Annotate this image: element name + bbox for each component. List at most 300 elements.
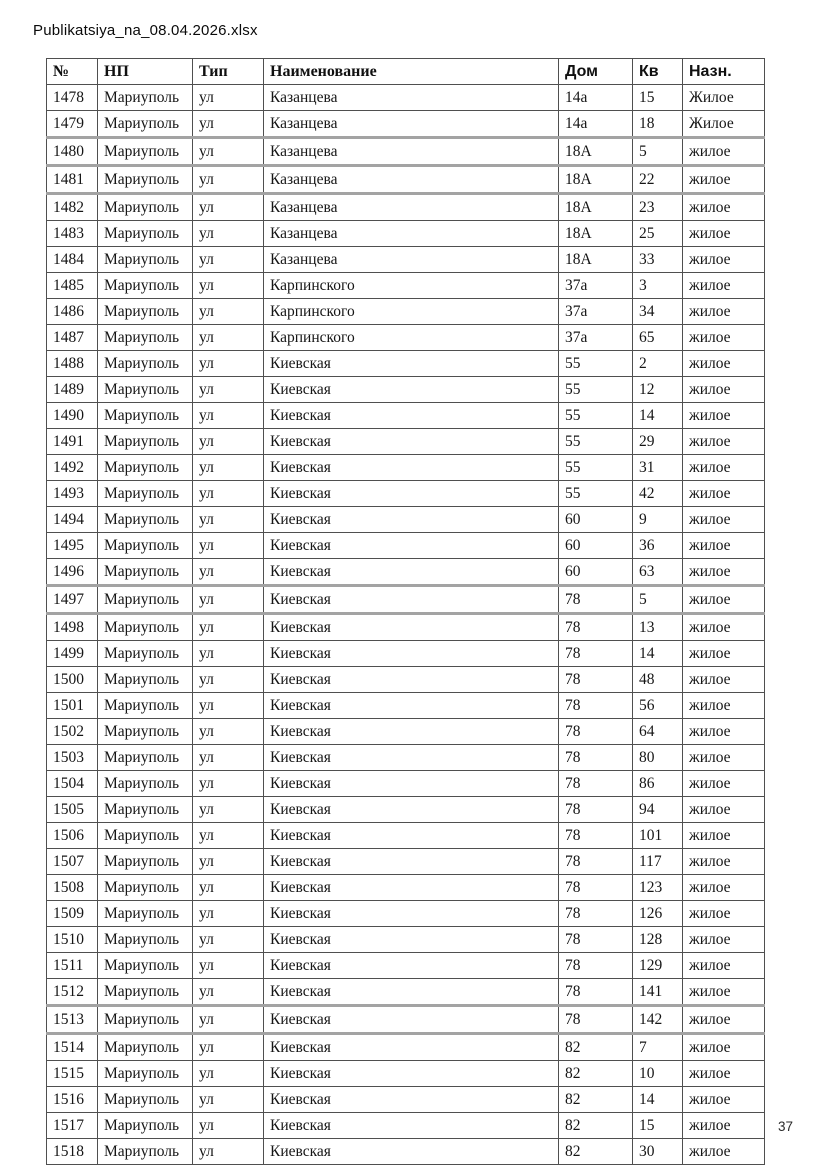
cell-number: 1480 xyxy=(47,138,98,166)
cell-house: 78 xyxy=(559,745,633,771)
cell-street-name: Киевская xyxy=(264,1087,559,1113)
cell-designation: жилое xyxy=(683,138,765,166)
cell-settlement: Мариуполь xyxy=(98,797,193,823)
cell-designation: Жилое xyxy=(683,85,765,111)
cell-number: 1485 xyxy=(47,273,98,299)
cell-house: 18А xyxy=(559,221,633,247)
cell-street-type: ул xyxy=(193,979,264,1006)
cell-number: 1488 xyxy=(47,351,98,377)
cell-number: 1487 xyxy=(47,325,98,351)
cell-number: 1491 xyxy=(47,429,98,455)
cell-number: 1482 xyxy=(47,194,98,221)
table-row xyxy=(47,111,765,138)
cell-designation: жилое xyxy=(683,221,765,247)
cell-apartment: 31 xyxy=(633,455,683,481)
cell-designation: жилое xyxy=(683,797,765,823)
cell-number: 1514 xyxy=(47,1034,98,1061)
cell-house: 78 xyxy=(559,1006,633,1034)
cell-settlement: Мариуполь xyxy=(98,403,193,429)
cell-street-type: ул xyxy=(193,166,264,194)
cell-apartment: 29 xyxy=(633,429,683,455)
header-designation: Назн. xyxy=(683,59,765,85)
table-row xyxy=(47,614,765,641)
table-row xyxy=(47,221,765,247)
cell-number: 1496 xyxy=(47,559,98,586)
cell-street-name: Карпинского xyxy=(264,325,559,351)
cell-number: 1484 xyxy=(47,247,98,273)
cell-apartment: 12 xyxy=(633,377,683,403)
cell-street-type: ул xyxy=(193,1034,264,1061)
table-row xyxy=(47,377,765,403)
cell-settlement: Мариуполь xyxy=(98,194,193,221)
cell-street-name: Киевская xyxy=(264,1034,559,1061)
cell-designation: жилое xyxy=(683,641,765,667)
cell-number: 1505 xyxy=(47,797,98,823)
cell-settlement: Мариуполь xyxy=(98,166,193,194)
cell-street-type: ул xyxy=(193,1061,264,1087)
table-row xyxy=(47,1006,765,1034)
cell-designation: жилое xyxy=(683,1087,765,1113)
cell-street-name: Казанцева xyxy=(264,111,559,138)
cell-house: 82 xyxy=(559,1113,633,1139)
cell-number: 1486 xyxy=(47,299,98,325)
cell-street-type: ул xyxy=(193,533,264,559)
cell-number: 1478 xyxy=(47,85,98,111)
cell-house: 14а xyxy=(559,111,633,138)
table-row xyxy=(47,85,765,111)
cell-designation: жилое xyxy=(683,1006,765,1034)
cell-settlement: Мариуполь xyxy=(98,111,193,138)
cell-designation: жилое xyxy=(683,901,765,927)
cell-number: 1499 xyxy=(47,641,98,667)
cell-street-name: Карпинского xyxy=(264,299,559,325)
table-row xyxy=(47,351,765,377)
cell-street-name: Казанцева xyxy=(264,85,559,111)
table-row xyxy=(47,901,765,927)
cell-street-type: ул xyxy=(193,745,264,771)
cell-street-name: Киевская xyxy=(264,507,559,533)
table-row xyxy=(47,586,765,614)
cell-house: 37а xyxy=(559,273,633,299)
cell-designation: жилое xyxy=(683,507,765,533)
cell-street-name: Казанцева xyxy=(264,194,559,221)
cell-house: 55 xyxy=(559,481,633,507)
cell-designation: жилое xyxy=(683,927,765,953)
table-row xyxy=(47,507,765,533)
cell-apartment: 3 xyxy=(633,273,683,299)
cell-street-name: Казанцева xyxy=(264,138,559,166)
cell-designation: жилое xyxy=(683,455,765,481)
cell-street-name: Киевская xyxy=(264,1139,559,1165)
cell-designation: жилое xyxy=(683,875,765,901)
cell-number: 1510 xyxy=(47,927,98,953)
table-row xyxy=(47,533,765,559)
cell-street-type: ул xyxy=(193,194,264,221)
cell-house: 78 xyxy=(559,849,633,875)
cell-apartment: 9 xyxy=(633,507,683,533)
cell-street-type: ул xyxy=(193,481,264,507)
cell-street-name: Киевская xyxy=(264,823,559,849)
cell-street-type: ул xyxy=(193,507,264,533)
cell-designation: Жилое xyxy=(683,111,765,138)
cell-number: 1515 xyxy=(47,1061,98,1087)
cell-designation: жилое xyxy=(683,377,765,403)
cell-settlement: Мариуполь xyxy=(98,693,193,719)
cell-apartment: 142 xyxy=(633,1006,683,1034)
cell-apartment: 64 xyxy=(633,719,683,745)
cell-settlement: Мариуполь xyxy=(98,745,193,771)
cell-apartment: 5 xyxy=(633,586,683,614)
cell-designation: жилое xyxy=(683,823,765,849)
cell-street-name: Киевская xyxy=(264,979,559,1006)
header-row xyxy=(47,59,765,85)
cell-street-type: ул xyxy=(193,901,264,927)
cell-designation: жилое xyxy=(683,166,765,194)
cell-settlement: Мариуполь xyxy=(98,823,193,849)
header-street-name: Наименование xyxy=(264,59,559,85)
cell-street-name: Киевская xyxy=(264,693,559,719)
cell-settlement: Мариуполь xyxy=(98,953,193,979)
cell-number: 1501 xyxy=(47,693,98,719)
cell-street-name: Киевская xyxy=(264,377,559,403)
cell-settlement: Мариуполь xyxy=(98,849,193,875)
cell-street-type: ул xyxy=(193,111,264,138)
cell-settlement: Мариуполь xyxy=(98,299,193,325)
cell-house: 55 xyxy=(559,377,633,403)
table-row xyxy=(47,1113,765,1139)
table-row xyxy=(47,559,765,586)
header-apartment: Кв xyxy=(633,59,683,85)
cell-street-name: Киевская xyxy=(264,586,559,614)
cell-street-name: Казанцева xyxy=(264,247,559,273)
cell-settlement: Мариуполь xyxy=(98,247,193,273)
cell-number: 1513 xyxy=(47,1006,98,1034)
cell-street-type: ул xyxy=(193,953,264,979)
cell-house: 78 xyxy=(559,667,633,693)
cell-apartment: 48 xyxy=(633,667,683,693)
table-row xyxy=(47,797,765,823)
cell-number: 1509 xyxy=(47,901,98,927)
cell-settlement: Мариуполь xyxy=(98,979,193,1006)
cell-house: 18А xyxy=(559,194,633,221)
table-row xyxy=(47,138,765,166)
cell-street-type: ул xyxy=(193,377,264,403)
cell-number: 1489 xyxy=(47,377,98,403)
cell-house: 37а xyxy=(559,299,633,325)
cell-number: 1493 xyxy=(47,481,98,507)
cell-house: 82 xyxy=(559,1139,633,1165)
cell-number: 1507 xyxy=(47,849,98,875)
cell-number: 1500 xyxy=(47,667,98,693)
cell-number: 1506 xyxy=(47,823,98,849)
cell-street-name: Киевская xyxy=(264,745,559,771)
cell-number: 1495 xyxy=(47,533,98,559)
cell-street-type: ул xyxy=(193,247,264,273)
cell-house: 18А xyxy=(559,166,633,194)
cell-settlement: Мариуполь xyxy=(98,719,193,745)
cell-designation: жилое xyxy=(683,849,765,875)
cell-apartment: 15 xyxy=(633,85,683,111)
cell-designation: жилое xyxy=(683,403,765,429)
cell-designation: жилое xyxy=(683,745,765,771)
cell-designation: жилое xyxy=(683,953,765,979)
cell-number: 1479 xyxy=(47,111,98,138)
cell-street-name: Киевская xyxy=(264,901,559,927)
cell-designation: жилое xyxy=(683,1061,765,1087)
cell-settlement: Мариуполь xyxy=(98,507,193,533)
table-header xyxy=(47,59,765,85)
cell-house: 78 xyxy=(559,979,633,1006)
cell-apartment: 2 xyxy=(633,351,683,377)
cell-number: 1481 xyxy=(47,166,98,194)
cell-street-type: ул xyxy=(193,1087,264,1113)
cell-house: 82 xyxy=(559,1034,633,1061)
page-number: 37 xyxy=(777,1119,793,1134)
table-row xyxy=(47,194,765,221)
cell-apartment: 141 xyxy=(633,979,683,1006)
cell-settlement: Мариуполь xyxy=(98,875,193,901)
cell-apartment: 36 xyxy=(633,533,683,559)
cell-settlement: Мариуполь xyxy=(98,429,193,455)
table-row xyxy=(47,927,765,953)
cell-apartment: 63 xyxy=(633,559,683,586)
cell-house: 55 xyxy=(559,429,633,455)
cell-settlement: Мариуполь xyxy=(98,559,193,586)
cell-house: 78 xyxy=(559,823,633,849)
cell-apartment: 126 xyxy=(633,901,683,927)
cell-house: 37а xyxy=(559,325,633,351)
table-row xyxy=(47,247,765,273)
header-house: Дом xyxy=(559,59,633,85)
cell-street-type: ул xyxy=(193,403,264,429)
cell-street-name: Киевская xyxy=(264,403,559,429)
table-row xyxy=(47,429,765,455)
header-street-type: Тип xyxy=(193,59,264,85)
cell-apartment: 30 xyxy=(633,1139,683,1165)
cell-designation: жилое xyxy=(683,429,765,455)
cell-street-type: ул xyxy=(193,138,264,166)
cell-number: 1504 xyxy=(47,771,98,797)
cell-settlement: Мариуполь xyxy=(98,641,193,667)
cell-house: 78 xyxy=(559,614,633,641)
cell-settlement: Мариуполь xyxy=(98,771,193,797)
cell-settlement: Мариуполь xyxy=(98,1087,193,1113)
cell-apartment: 14 xyxy=(633,641,683,667)
table-row xyxy=(47,771,765,797)
cell-apartment: 18 xyxy=(633,111,683,138)
cell-apartment: 117 xyxy=(633,849,683,875)
cell-street-name: Киевская xyxy=(264,771,559,797)
cell-apartment: 33 xyxy=(633,247,683,273)
cell-house: 82 xyxy=(559,1061,633,1087)
table-row xyxy=(47,719,765,745)
cell-house: 78 xyxy=(559,641,633,667)
cell-apartment: 23 xyxy=(633,194,683,221)
cell-street-type: ул xyxy=(193,559,264,586)
cell-street-name: Киевская xyxy=(264,849,559,875)
table-row xyxy=(47,849,765,875)
cell-house: 78 xyxy=(559,719,633,745)
cell-street-name: Киевская xyxy=(264,559,559,586)
cell-settlement: Мариуполь xyxy=(98,1006,193,1034)
cell-number: 1518 xyxy=(47,1139,98,1165)
cell-settlement: Мариуполь xyxy=(98,325,193,351)
cell-street-name: Киевская xyxy=(264,455,559,481)
cell-apartment: 25 xyxy=(633,221,683,247)
cell-number: 1483 xyxy=(47,221,98,247)
cell-street-type: ул xyxy=(193,221,264,247)
cell-apartment: 56 xyxy=(633,693,683,719)
cell-settlement: Мариуполь xyxy=(98,221,193,247)
cell-number: 1516 xyxy=(47,1087,98,1113)
cell-street-name: Киевская xyxy=(264,1061,559,1087)
cell-designation: жилое xyxy=(683,325,765,351)
cell-apartment: 13 xyxy=(633,614,683,641)
cell-house: 60 xyxy=(559,559,633,586)
cell-apartment: 129 xyxy=(633,953,683,979)
cell-number: 1492 xyxy=(47,455,98,481)
table-row xyxy=(47,667,765,693)
cell-settlement: Мариуполь xyxy=(98,1113,193,1139)
cell-apartment: 7 xyxy=(633,1034,683,1061)
cell-number: 1517 xyxy=(47,1113,98,1139)
cell-number: 1511 xyxy=(47,953,98,979)
cell-house: 14а xyxy=(559,85,633,111)
cell-designation: жилое xyxy=(683,481,765,507)
cell-designation: жилое xyxy=(683,771,765,797)
cell-designation: жилое xyxy=(683,533,765,559)
cell-street-name: Киевская xyxy=(264,1006,559,1034)
cell-designation: жилое xyxy=(683,1113,765,1139)
cell-street-type: ул xyxy=(193,849,264,875)
cell-street-type: ул xyxy=(193,797,264,823)
cell-designation: жилое xyxy=(683,247,765,273)
cell-house: 78 xyxy=(559,953,633,979)
cell-designation: жилое xyxy=(683,979,765,1006)
cell-designation: жилое xyxy=(683,586,765,614)
table-row xyxy=(47,953,765,979)
cell-designation: жилое xyxy=(683,693,765,719)
cell-street-type: ул xyxy=(193,85,264,111)
cell-street-name: Казанцева xyxy=(264,221,559,247)
header-number: № xyxy=(47,59,98,85)
cell-street-name: Киевская xyxy=(264,797,559,823)
cell-settlement: Мариуполь xyxy=(98,1139,193,1165)
cell-house: 78 xyxy=(559,797,633,823)
cell-apartment: 34 xyxy=(633,299,683,325)
cell-street-type: ул xyxy=(193,325,264,351)
cell-designation: жилое xyxy=(683,273,765,299)
table-row xyxy=(47,299,765,325)
cell-apartment: 94 xyxy=(633,797,683,823)
cell-house: 82 xyxy=(559,1087,633,1113)
cell-street-type: ул xyxy=(193,771,264,797)
cell-number: 1497 xyxy=(47,586,98,614)
cell-street-type: ул xyxy=(193,823,264,849)
cell-street-name: Киевская xyxy=(264,429,559,455)
cell-house: 78 xyxy=(559,586,633,614)
cell-settlement: Мариуполь xyxy=(98,85,193,111)
table-row xyxy=(47,455,765,481)
cell-settlement: Мариуполь xyxy=(98,351,193,377)
cell-number: 1490 xyxy=(47,403,98,429)
cell-designation: жилое xyxy=(683,194,765,221)
cell-apartment: 14 xyxy=(633,403,683,429)
cell-house: 18А xyxy=(559,138,633,166)
cell-designation: жилое xyxy=(683,667,765,693)
cell-house: 78 xyxy=(559,927,633,953)
cell-street-type: ул xyxy=(193,455,264,481)
cell-settlement: Мариуполь xyxy=(98,927,193,953)
cell-house: 78 xyxy=(559,693,633,719)
cell-settlement: Мариуполь xyxy=(98,533,193,559)
cell-settlement: Мариуполь xyxy=(98,377,193,403)
cell-number: 1512 xyxy=(47,979,98,1006)
table-row xyxy=(47,273,765,299)
table-row xyxy=(47,1139,765,1165)
cell-house: 78 xyxy=(559,875,633,901)
cell-street-name: Киевская xyxy=(264,719,559,745)
cell-number: 1494 xyxy=(47,507,98,533)
cell-street-type: ул xyxy=(193,351,264,377)
cell-street-name: Карпинского xyxy=(264,273,559,299)
table-body xyxy=(47,85,765,1165)
cell-street-type: ул xyxy=(193,586,264,614)
cell-designation: жилое xyxy=(683,1034,765,1061)
cell-house: 78 xyxy=(559,771,633,797)
cell-street-type: ул xyxy=(193,875,264,901)
cell-street-type: ул xyxy=(193,1113,264,1139)
cell-designation: жилое xyxy=(683,299,765,325)
table-row xyxy=(47,403,765,429)
cell-street-name: Киевская xyxy=(264,953,559,979)
cell-settlement: Мариуполь xyxy=(98,138,193,166)
cell-settlement: Мариуполь xyxy=(98,1061,193,1087)
table-row xyxy=(47,1087,765,1113)
table-row xyxy=(47,325,765,351)
cell-apartment: 65 xyxy=(633,325,683,351)
cell-apartment: 5 xyxy=(633,138,683,166)
cell-street-name: Киевская xyxy=(264,641,559,667)
cell-house: 60 xyxy=(559,507,633,533)
cell-house: 55 xyxy=(559,351,633,377)
cell-apartment: 123 xyxy=(633,875,683,901)
table-row xyxy=(47,823,765,849)
cell-apartment: 10 xyxy=(633,1061,683,1087)
cell-street-name: Киевская xyxy=(264,875,559,901)
cell-settlement: Мариуполь xyxy=(98,901,193,927)
table-row xyxy=(47,641,765,667)
cell-designation: жилое xyxy=(683,719,765,745)
table-row xyxy=(47,1034,765,1061)
cell-apartment: 15 xyxy=(633,1113,683,1139)
cell-street-type: ул xyxy=(193,927,264,953)
table-row xyxy=(47,1061,765,1087)
cell-street-type: ул xyxy=(193,667,264,693)
cell-house: 78 xyxy=(559,901,633,927)
cell-house: 55 xyxy=(559,455,633,481)
table-row xyxy=(47,166,765,194)
cell-street-name: Казанцева xyxy=(264,166,559,194)
cell-street-type: ул xyxy=(193,719,264,745)
cell-street-type: ул xyxy=(193,299,264,325)
cell-house: 55 xyxy=(559,403,633,429)
cell-street-name: Киевская xyxy=(264,1113,559,1139)
cell-street-name: Киевская xyxy=(264,927,559,953)
cell-settlement: Мариуполь xyxy=(98,273,193,299)
cell-apartment: 86 xyxy=(633,771,683,797)
cell-settlement: Мариуполь xyxy=(98,667,193,693)
